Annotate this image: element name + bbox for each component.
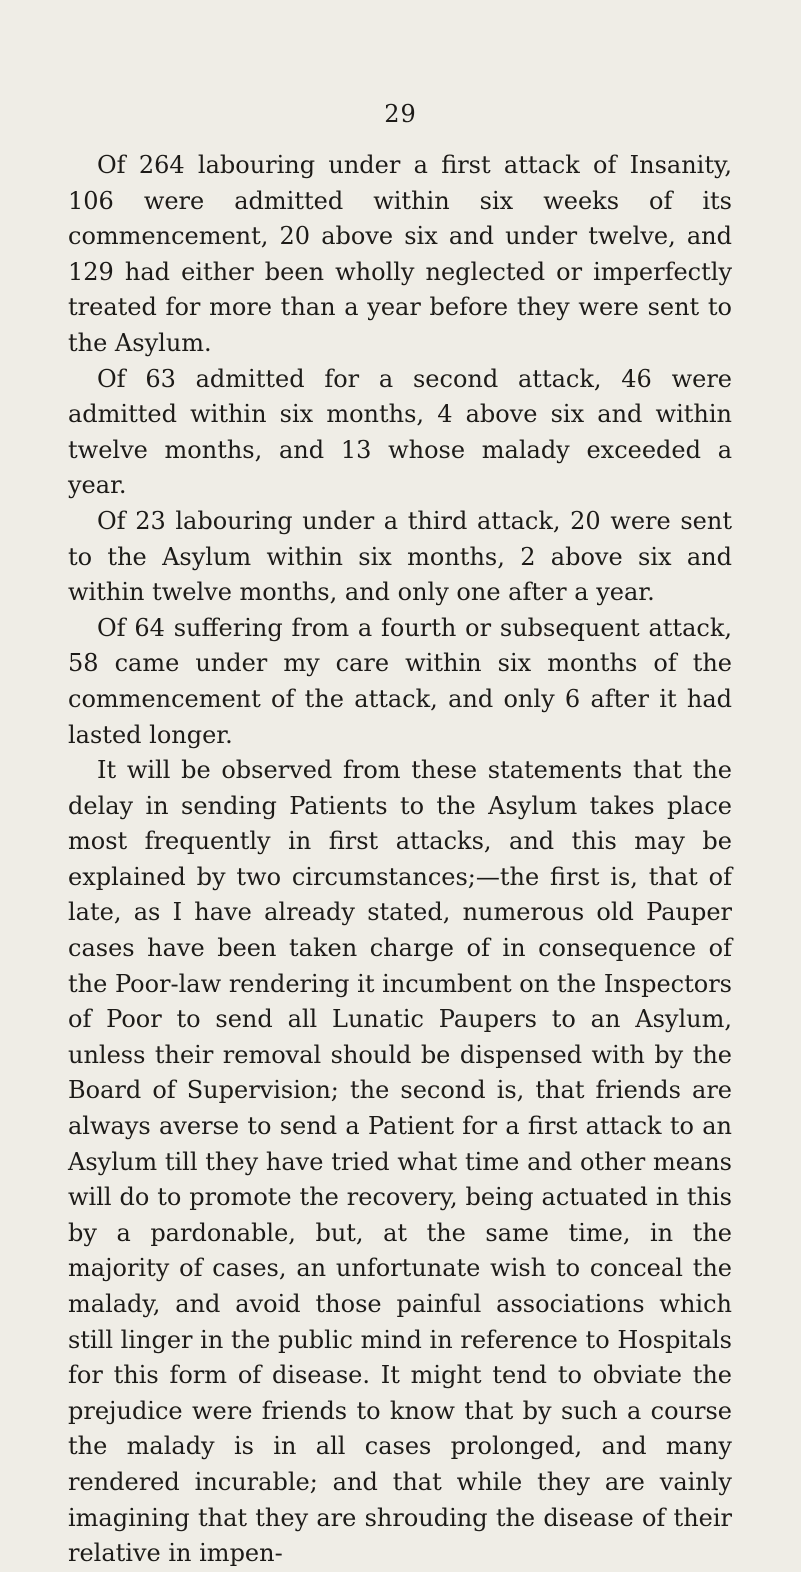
page-number: 29 — [384, 100, 417, 128]
paragraph-first-attack: Of 264 labouring under a first attack of Insanity, 106 were admitted within six weeks of its commencement, 20 above six and under twelve, and 129 had either been wholly neglected or imperfectly treated for more than a year before they were sent to the Asylum. — [68, 151, 732, 357]
paragraph-fourth-attack: Of 64 suffering from a fourth or subsequent attack, 58 came under my care within six months of the commencement of the attack, and only 6 after it had lasted longer. — [68, 613, 732, 749]
paragraph-observations: It will be observed from these statements that the delay in sending Patients to the Asylum takes place most frequently in first attacks, and this may be explained by two circumstances;—the first is, that of late, as I have already stated, numerous old Pauper cases have been taken charge of in consequence of the Poor-law rendering it incumbent on the Inspectors of Poor to send all Lunatic Paupers to an Asylum, unless their removal should be dispensed with by the Board of Supervision; the second is, that friends are always averse to send a Patient for a first attack to an Asylum till they have tried what time and other means will do to promote the recovery, being actuated in this by a pardonable, but, at the same time, in the majority of cases, an unfortunate wish to conceal the malady, and avoid those painful associations which still linger in the public mind in reference to Hospitals for this form of disease. It might tend to obviate the prejudice were friends to know that by such a course the malady is in all cases prolonged, and many rendered incurable; and that while they are vainly imagining that they are shrouding the disease of their relative in impen- — [68, 756, 732, 1568]
body-text — [68, 148, 732, 1572]
paragraph-second-attack: Of 63 admitted for a second attack, 46 were admitted within six months, 4 above six and within twelve months, and 13 whose malady exceeded a year. — [68, 364, 732, 500]
paragraph-third-attack: Of 23 labouring under a third attack, 20 were sent to the Asylum within six months, 2 above six and within twelve months, and only one after a year. — [68, 506, 732, 607]
